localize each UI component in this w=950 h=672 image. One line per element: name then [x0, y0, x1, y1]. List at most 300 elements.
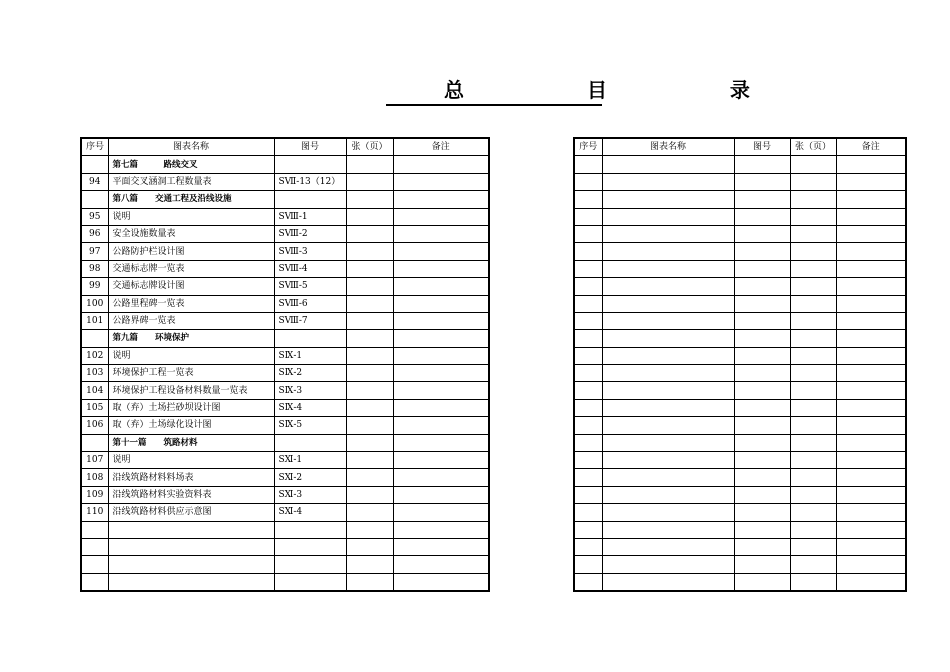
empty-cell — [602, 521, 734, 538]
row-drawing-no: SⅧ-3 — [274, 243, 346, 260]
row-remarks — [393, 486, 489, 503]
row-name: 说明 — [108, 208, 274, 225]
empty-row — [574, 278, 906, 295]
empty-cell — [836, 330, 906, 347]
row-seq: 99 — [81, 278, 108, 295]
table-row — [81, 365, 489, 382]
empty-cell — [574, 521, 602, 538]
empty-cell — [836, 452, 906, 469]
row-remarks — [393, 278, 489, 295]
empty-cell — [790, 330, 836, 347]
empty-cell — [790, 156, 836, 173]
row-name: 沿线筑路材料料场表 — [108, 469, 274, 486]
empty-row — [574, 504, 906, 521]
empty-cell — [574, 243, 602, 260]
empty-row — [574, 399, 906, 416]
row-name: 第八篇 交通工程及沿线设施 — [108, 191, 274, 208]
row-seq: 97 — [81, 243, 108, 260]
empty-cell — [734, 312, 790, 329]
empty-cell — [574, 504, 602, 521]
empty-cell — [602, 556, 734, 573]
contents-table-left — [80, 137, 490, 592]
empty-row — [574, 173, 906, 190]
empty-cell — [602, 260, 734, 277]
empty-cell — [602, 208, 734, 225]
empty-cell — [790, 417, 836, 434]
row-sheets — [346, 191, 393, 208]
row-remarks — [393, 573, 489, 591]
row-remarks — [393, 243, 489, 260]
empty-cell — [836, 243, 906, 260]
empty-cell — [836, 260, 906, 277]
empty-cell — [734, 347, 790, 364]
empty-cell — [790, 469, 836, 486]
row-sheets — [346, 521, 393, 538]
row-remarks — [393, 295, 489, 312]
empty-cell — [836, 486, 906, 503]
section-row — [81, 191, 489, 208]
table-row — [81, 243, 489, 260]
row-name: 安全设施数量表 — [108, 225, 274, 242]
empty-cell — [574, 469, 602, 486]
header-name: 图表名称 — [602, 138, 734, 156]
empty-cell — [836, 538, 906, 555]
row-seq: 105 — [81, 399, 108, 416]
row-sheets — [346, 225, 393, 242]
empty-cell — [734, 295, 790, 312]
empty-cell — [836, 312, 906, 329]
empty-cell — [790, 434, 836, 451]
empty-cell — [836, 365, 906, 382]
row-sheets — [346, 365, 393, 382]
empty-cell — [602, 225, 734, 242]
empty-row — [574, 417, 906, 434]
header-remarks: 备注 — [393, 138, 489, 156]
empty-cell — [790, 208, 836, 225]
table-header-row — [81, 138, 489, 156]
row-sheets — [346, 312, 393, 329]
row-remarks — [393, 156, 489, 173]
row-seq: 95 — [81, 208, 108, 225]
empty-row — [574, 260, 906, 277]
row-sheets — [346, 452, 393, 469]
empty-cell — [836, 521, 906, 538]
row-seq: 107 — [81, 452, 108, 469]
row-name: 第七篇 路线交叉 — [108, 156, 274, 173]
table-row — [81, 521, 489, 538]
empty-cell — [734, 399, 790, 416]
empty-cell — [602, 295, 734, 312]
row-remarks — [393, 365, 489, 382]
empty-cell — [574, 208, 602, 225]
table-row — [81, 173, 489, 190]
row-remarks — [393, 521, 489, 538]
row-drawing-no: SⅧ-6 — [274, 295, 346, 312]
empty-cell — [734, 243, 790, 260]
row-sheets — [346, 486, 393, 503]
row-name: 环境保护工程设备材料数量一览表 — [108, 382, 274, 399]
empty-cell — [602, 538, 734, 555]
empty-cell — [574, 312, 602, 329]
table-row — [81, 573, 489, 591]
empty-cell — [574, 225, 602, 242]
row-sheets — [346, 295, 393, 312]
row-drawing-no — [274, 521, 346, 538]
header-sheets: 张（页） — [346, 138, 393, 156]
row-name: 平面交叉涵洞工程数量表 — [108, 173, 274, 190]
row-seq: 103 — [81, 365, 108, 382]
row-seq: 101 — [81, 312, 108, 329]
row-sheets — [346, 469, 393, 486]
empty-cell — [574, 347, 602, 364]
empty-cell — [790, 191, 836, 208]
row-seq: 108 — [81, 469, 108, 486]
empty-cell — [602, 173, 734, 190]
empty-cell — [734, 191, 790, 208]
row-name: 第十一篇 筑路材料 — [108, 434, 274, 451]
row-name — [108, 556, 274, 573]
row-sheets — [346, 556, 393, 573]
row-name: 交通标志牌设计图 — [108, 278, 274, 295]
table-row — [81, 538, 489, 555]
empty-cell — [790, 225, 836, 242]
empty-cell — [790, 260, 836, 277]
row-remarks — [393, 417, 489, 434]
empty-row — [574, 434, 906, 451]
row-name: 公路界碑一览表 — [108, 312, 274, 329]
empty-cell — [790, 452, 836, 469]
row-sheets — [346, 434, 393, 451]
row-seq: 102 — [81, 347, 108, 364]
row-sheets — [346, 538, 393, 555]
empty-cell — [734, 330, 790, 347]
empty-cell — [790, 295, 836, 312]
row-sheets — [346, 208, 393, 225]
row-drawing-no: SⅧ-4 — [274, 260, 346, 277]
row-drawing-no: SⅧ-7 — [274, 312, 346, 329]
row-name — [108, 538, 274, 555]
empty-row — [574, 382, 906, 399]
empty-cell — [574, 365, 602, 382]
empty-cell — [734, 173, 790, 190]
row-remarks — [393, 504, 489, 521]
row-sheets — [346, 330, 393, 347]
row-name: 环境保护工程一览表 — [108, 365, 274, 382]
row-remarks — [393, 208, 489, 225]
row-sheets — [346, 347, 393, 364]
empty-row — [574, 295, 906, 312]
row-drawing-no: SⅨ-2 — [274, 365, 346, 382]
empty-cell — [734, 504, 790, 521]
empty-cell — [836, 556, 906, 573]
row-name: 第九篇 环境保护 — [108, 330, 274, 347]
empty-row — [574, 469, 906, 486]
row-drawing-no: SⅦ-13（12） — [274, 173, 346, 190]
row-seq — [81, 538, 108, 555]
row-remarks — [393, 469, 489, 486]
row-seq: 104 — [81, 382, 108, 399]
empty-cell — [734, 434, 790, 451]
empty-cell — [574, 434, 602, 451]
row-remarks — [393, 225, 489, 242]
row-seq: 109 — [81, 486, 108, 503]
empty-cell — [790, 312, 836, 329]
empty-cell — [734, 225, 790, 242]
empty-cell — [836, 173, 906, 190]
row-name — [108, 573, 274, 591]
row-remarks — [393, 556, 489, 573]
empty-cell — [836, 295, 906, 312]
empty-row — [574, 347, 906, 364]
row-remarks — [393, 538, 489, 555]
empty-cell — [790, 365, 836, 382]
empty-cell — [836, 156, 906, 173]
empty-cell — [602, 469, 734, 486]
row-name: 说明 — [108, 347, 274, 364]
row-sheets — [346, 382, 393, 399]
empty-cell — [790, 278, 836, 295]
row-drawing-no: SⅪ-3 — [274, 486, 346, 503]
row-remarks — [393, 347, 489, 364]
empty-row — [574, 521, 906, 538]
empty-cell — [734, 556, 790, 573]
table-row — [81, 556, 489, 573]
empty-cell — [836, 225, 906, 242]
empty-cell — [602, 330, 734, 347]
row-remarks — [393, 434, 489, 451]
row-remarks — [393, 399, 489, 416]
row-name: 沿线筑路材料实验资料表 — [108, 486, 274, 503]
row-seq: 96 — [81, 225, 108, 242]
empty-row — [574, 243, 906, 260]
row-seq: 94 — [81, 173, 108, 190]
row-name: 说明 — [108, 452, 274, 469]
table-row — [81, 417, 489, 434]
row-drawing-no — [274, 156, 346, 173]
empty-row — [574, 208, 906, 225]
row-sheets — [346, 417, 393, 434]
row-sheets — [346, 399, 393, 416]
empty-cell — [574, 538, 602, 555]
row-seq — [81, 434, 108, 451]
row-drawing-no: SⅧ-1 — [274, 208, 346, 225]
row-seq: 100 — [81, 295, 108, 312]
page-title: 总 目 录 — [386, 76, 602, 106]
empty-cell — [734, 260, 790, 277]
empty-cell — [790, 243, 836, 260]
empty-cell — [790, 504, 836, 521]
empty-cell — [836, 382, 906, 399]
empty-cell — [836, 399, 906, 416]
empty-cell — [836, 278, 906, 295]
empty-cell — [734, 417, 790, 434]
row-drawing-no: SⅨ-5 — [274, 417, 346, 434]
empty-cell — [574, 382, 602, 399]
empty-cell — [734, 156, 790, 173]
row-name: 取（弃）土场拦砂坝设计图 — [108, 399, 274, 416]
header-seq: 序号 — [574, 138, 602, 156]
header-seq: 序号 — [81, 138, 108, 156]
empty-row — [574, 486, 906, 503]
empty-row — [574, 330, 906, 347]
empty-cell — [574, 399, 602, 416]
row-name: 公路防护栏设计图 — [108, 243, 274, 260]
row-remarks — [393, 191, 489, 208]
empty-cell — [574, 191, 602, 208]
row-drawing-no: SⅧ-2 — [274, 225, 346, 242]
empty-row — [574, 312, 906, 329]
row-drawing-no — [274, 538, 346, 555]
empty-cell — [836, 573, 906, 591]
empty-cell — [574, 173, 602, 190]
row-drawing-no: SⅨ-3 — [274, 382, 346, 399]
empty-cell — [602, 399, 734, 416]
row-remarks — [393, 260, 489, 277]
row-seq: 98 — [81, 260, 108, 277]
table-row — [81, 295, 489, 312]
table-row — [81, 347, 489, 364]
row-drawing-no: SⅨ-4 — [274, 399, 346, 416]
empty-cell — [602, 278, 734, 295]
row-name: 取（弃）土场绿化设计图 — [108, 417, 274, 434]
empty-cell — [836, 191, 906, 208]
row-remarks — [393, 452, 489, 469]
empty-row — [574, 452, 906, 469]
empty-cell — [734, 538, 790, 555]
empty-cell — [790, 521, 836, 538]
empty-cell — [602, 156, 734, 173]
row-seq — [81, 330, 108, 347]
row-drawing-no: SⅨ-1 — [274, 347, 346, 364]
table-row — [81, 225, 489, 242]
empty-cell — [734, 278, 790, 295]
empty-cell — [602, 191, 734, 208]
empty-cell — [602, 417, 734, 434]
empty-cell — [574, 417, 602, 434]
table-row — [81, 312, 489, 329]
empty-cell — [574, 556, 602, 573]
empty-row — [574, 225, 906, 242]
row-drawing-no — [274, 191, 346, 208]
table-row — [81, 399, 489, 416]
row-seq: 110 — [81, 504, 108, 521]
table-row — [81, 504, 489, 521]
empty-row — [574, 156, 906, 173]
empty-cell — [602, 243, 734, 260]
empty-cell — [790, 382, 836, 399]
row-name — [108, 521, 274, 538]
table-row — [81, 382, 489, 399]
empty-cell — [602, 312, 734, 329]
row-sheets — [346, 173, 393, 190]
section-row — [81, 330, 489, 347]
header-sheets: 张（页） — [790, 138, 836, 156]
empty-row — [574, 573, 906, 591]
table-row — [81, 260, 489, 277]
empty-cell — [734, 573, 790, 591]
empty-cell — [574, 330, 602, 347]
row-drawing-no — [274, 556, 346, 573]
row-seq — [81, 191, 108, 208]
empty-cell — [602, 504, 734, 521]
section-row — [81, 156, 489, 173]
empty-cell — [574, 452, 602, 469]
empty-cell — [790, 486, 836, 503]
row-remarks — [393, 382, 489, 399]
row-seq — [81, 556, 108, 573]
row-drawing-no: SⅪ-2 — [274, 469, 346, 486]
empty-cell — [602, 347, 734, 364]
row-remarks — [393, 312, 489, 329]
empty-cell — [836, 434, 906, 451]
table-row — [81, 486, 489, 503]
empty-cell — [790, 573, 836, 591]
table-header-row — [574, 138, 906, 156]
empty-cell — [790, 556, 836, 573]
row-name: 交通标志牌一览表 — [108, 260, 274, 277]
table-row — [81, 452, 489, 469]
empty-cell — [602, 365, 734, 382]
row-remarks — [393, 330, 489, 347]
empty-cell — [734, 521, 790, 538]
empty-cell — [790, 347, 836, 364]
row-drawing-no — [274, 434, 346, 451]
header-drawing-no: 图号 — [274, 138, 346, 156]
row-sheets — [346, 156, 393, 173]
row-seq — [81, 521, 108, 538]
empty-cell — [734, 486, 790, 503]
header-remarks: 备注 — [836, 138, 906, 156]
empty-cell — [734, 382, 790, 399]
empty-cell — [734, 365, 790, 382]
empty-cell — [574, 295, 602, 312]
empty-cell — [574, 278, 602, 295]
row-sheets — [346, 260, 393, 277]
header-name: 图表名称 — [108, 138, 274, 156]
empty-cell — [734, 208, 790, 225]
row-seq — [81, 573, 108, 591]
empty-cell — [602, 382, 734, 399]
table-row — [81, 278, 489, 295]
row-sheets — [346, 504, 393, 521]
empty-cell — [602, 486, 734, 503]
empty-cell — [602, 573, 734, 591]
row-seq: 106 — [81, 417, 108, 434]
empty-cell — [836, 469, 906, 486]
empty-cell — [734, 469, 790, 486]
empty-cell — [602, 434, 734, 451]
empty-cell — [574, 260, 602, 277]
empty-cell — [836, 417, 906, 434]
table-row — [81, 208, 489, 225]
empty-cell — [734, 452, 790, 469]
empty-row — [574, 191, 906, 208]
empty-cell — [574, 573, 602, 591]
row-seq — [81, 156, 108, 173]
row-sheets — [346, 573, 393, 591]
empty-row — [574, 538, 906, 555]
empty-cell — [574, 156, 602, 173]
row-name: 公路里程碑一览表 — [108, 295, 274, 312]
row-drawing-no — [274, 330, 346, 347]
contents-table-right — [573, 137, 907, 592]
empty-cell — [790, 399, 836, 416]
empty-cell — [836, 347, 906, 364]
empty-cell — [836, 504, 906, 521]
row-drawing-no: SⅪ-1 — [274, 452, 346, 469]
row-remarks — [393, 173, 489, 190]
row-sheets — [346, 278, 393, 295]
